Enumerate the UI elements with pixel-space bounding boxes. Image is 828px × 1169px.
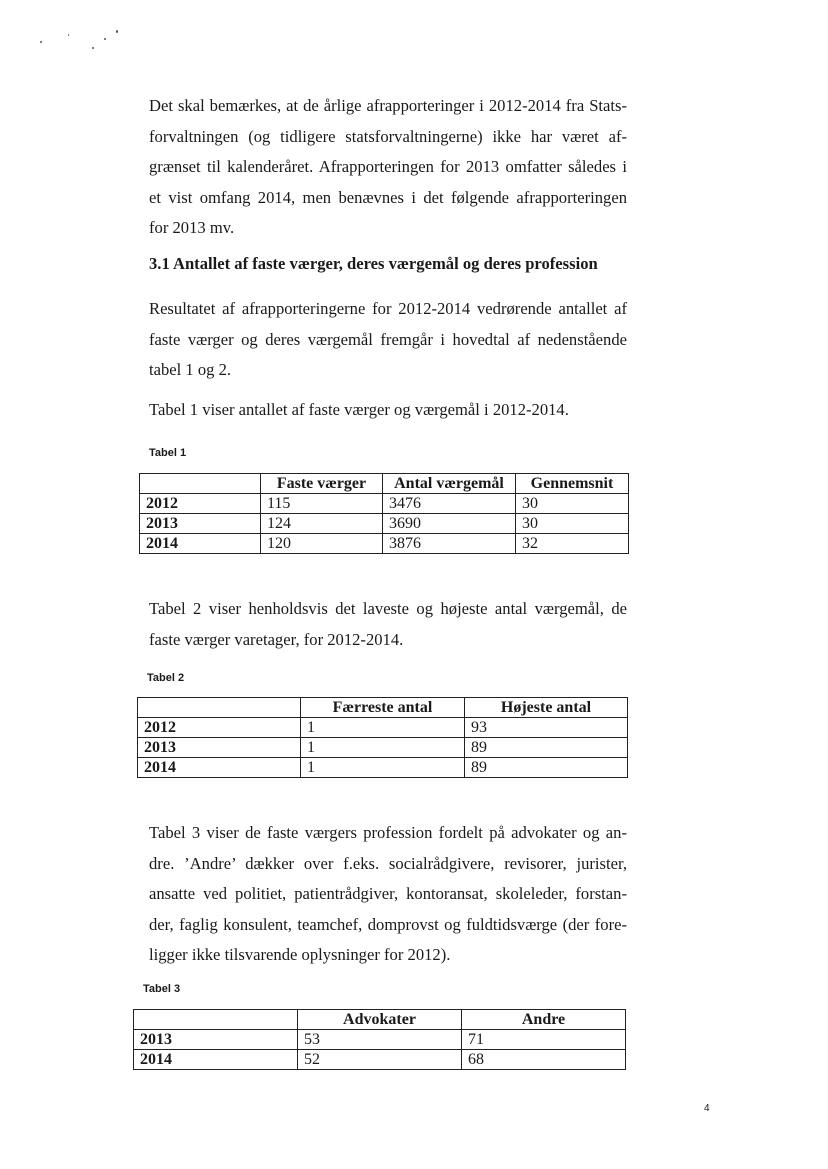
text-line: forvaltningen (og tidligere statsforvaltningerne) ikke har været af- [149,126,627,146]
table-cell: 3690 [383,514,516,534]
table-row [138,738,628,758]
table-cell: 115 [261,494,383,514]
table-cell: 1 [301,758,465,778]
section-heading: 3.1 Antallet af faste værger, deres værgemål og deres profession [149,254,598,273]
table-cell: 120 [261,534,383,554]
table-cell: 1 [301,738,465,758]
table-cell: 71 [462,1030,626,1050]
text-line: ansatte ved politiet, patientrådgiver, kontoransat, skoleleder, forstan- [149,884,627,903]
text-line: Resultatet af afrapporteringerne for 2012-2014 vedrørende antallet af [149,299,627,318]
table-row [138,758,628,778]
table-header-cell: Andre [462,1010,626,1030]
table-cell: 32 [516,534,629,554]
table-1 [139,473,629,554]
table2-intro [149,594,627,655]
table-header-cell: Advokater [298,1010,462,1030]
table3-intro [149,818,627,971]
row-year: 2012 [138,718,301,738]
table-header-cell [140,474,261,494]
table-header-cell [138,698,301,718]
text-line: Tabel 2 viser henholdsvis det laveste og højeste antal værgemål, de [149,599,627,618]
table-cell: 1 [301,718,465,738]
table-cell: 52 [298,1050,462,1070]
table-cell: 68 [462,1050,626,1070]
table-header-cell: Antal værgemål [383,474,516,494]
table-cell: 30 [516,514,629,534]
text-line: Det skal bemærkes, at de årlige afrapporteringer i 2012-2014 fra Stats- [149,96,627,115]
text-line: der, faglig konsulent, teamchef, domprovst og fuldtidsværge (der fore- [149,914,627,934]
row-year: 2013 [134,1030,298,1050]
table-cell: 89 [465,738,628,758]
table-header-row [134,1010,626,1030]
table1-intro: Tabel 1 viser antallet af faste værger og værgemål i 2012-2014. [149,400,569,419]
table-3 [133,1009,626,1070]
table3-label: Tabel 3 [143,983,181,995]
table-cell: 124 [261,514,383,534]
row-year: 2014 [138,758,301,778]
table-header-cell: Højeste antal [465,698,628,718]
row-year: 2013 [140,514,261,534]
table-cell: 3876 [383,534,516,554]
table-header-cell: Faste værger [261,474,383,494]
text-line: for 2013 mv. [149,218,235,237]
table1-label: Tabel 1 [149,447,187,459]
table-header-row [138,698,628,718]
table2-label: Tabel 2 [147,672,185,684]
text-line: grænset til kalenderåret. Afrapporteringen for 2013 omfatter således i [149,157,627,176]
table-row [140,494,629,514]
table-row [138,718,628,738]
table-header-cell: Gennemsnit [516,474,629,494]
table-2 [137,697,628,778]
row-year: 2014 [140,534,261,554]
result-paragraph [149,294,627,386]
table-row [134,1050,626,1070]
intro-paragraph [149,91,627,244]
table-header-row [140,474,629,494]
table-cell: 93 [465,718,628,738]
table-header-cell: Færreste antal [301,698,465,718]
row-year: 2012 [140,494,261,514]
row-year: 2014 [134,1050,298,1070]
table-cell: 53 [298,1030,462,1050]
text-line: dre. ’Andre’ dækker over f.eks. socialrådgivere, revisorer, jurister, [149,853,627,873]
table-row [134,1030,626,1050]
text-line: et vist omfang 2014, men benævnes i det følgende afrapporteringen [149,187,627,207]
text-line: tabel 1 og 2. [149,360,232,379]
table-cell: 3476 [383,494,516,514]
table-cell: 89 [465,758,628,778]
table-header-cell [134,1010,298,1030]
table-row [140,514,629,534]
table-row [140,534,629,554]
text-line: faste værger varetager, for 2012-2014. [149,629,404,649]
row-year: 2013 [138,738,301,758]
scan-specks [30,22,130,52]
text-line: Tabel 3 viser de faste værgers profession fordelt på advokater og an- [149,823,627,842]
table-cell: 30 [516,494,629,514]
text-line: ligger ikke tilsvarende oplysninger for 2012). [149,945,451,964]
page-number: 4 [704,1103,710,1114]
text-line: faste værger og deres værgemål fremgår i hovedtal af nedenstående [149,329,627,349]
